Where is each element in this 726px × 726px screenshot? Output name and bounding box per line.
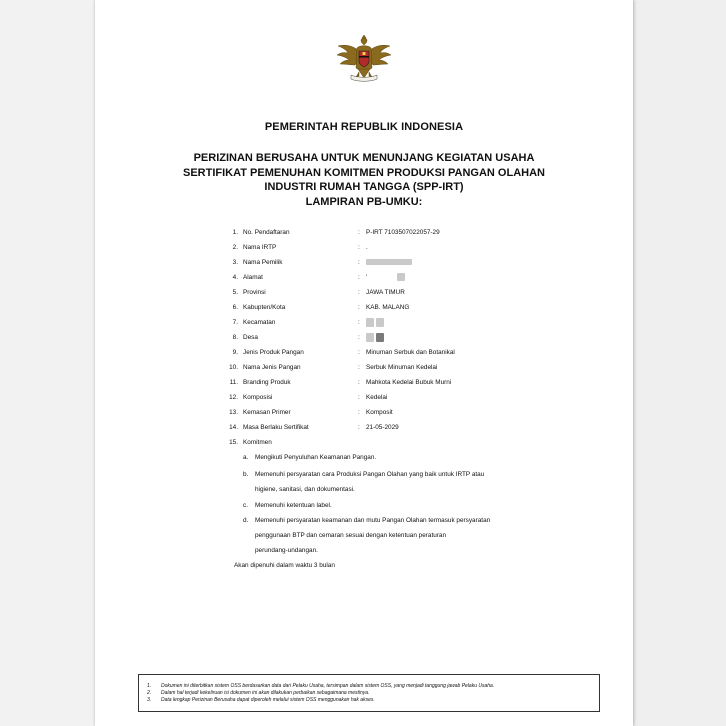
redaction-block [376,333,384,342]
government-heading: PEMERINTAH REPUBLIK INDONESIA [264,121,464,133]
field-number: 13. [229,409,238,416]
field-number: 5. [232,289,238,296]
document-page [95,0,633,726]
field-label: Desa [243,334,258,341]
field-colon: : [358,274,360,281]
title-line-1: PERIZINAN BERUSAHA UNTUK MENUNJANG KEGIATAN USAHA [193,152,535,164]
field-number: 2. [232,244,238,251]
komitmen-text: Memenuhi ketentuan label. [255,502,332,509]
footer-note-number: 1. [147,683,152,689]
komitmen-letter: d. [243,517,249,524]
komitmen-text: Memenuhi persyaratan cara Produksi Pangan Olahan yang baik untuk IRTP atau [255,471,485,478]
footer-note-text: Dalam hal terjadi kekeliruan isi dokumen ini akan dilakukan perbaikan sebagaimana mestinya. [161,690,370,696]
footer-note-3 [147,697,375,704]
field-row-komposisi [226,391,606,405]
footer-note-2 [147,690,369,697]
komitmen-letter: b. [243,471,249,478]
field-row-kecamatan [226,316,606,330]
field-number: 6. [232,304,238,311]
field-value: Mahkota Kedelai Bubuk Murni [366,379,452,386]
field-value: Serbuk Minuman Kedelai [366,364,438,371]
redaction-block [397,273,405,281]
field-label: Nama Jenis Pangan [243,364,301,371]
field-row-nama-irtp [226,241,606,255]
redaction-block [366,259,412,265]
field-number: 14. [229,424,238,431]
field-row-nama-jenis-pangan [226,361,606,375]
footer-note-text: Data lengkap Perizinan Berusaha dapat diperoleh melalui sistem OSS menggunakan hak akses. [161,697,375,703]
field-colon: : [358,259,360,266]
field-number: 11. [229,379,238,386]
footer-notes-box [138,674,600,712]
field-value: Komposit [366,409,393,416]
footer-note-number: 2. [147,690,152,696]
field-number: 15. [229,439,238,446]
field-row-jenis-produk [226,346,606,360]
field-colon: : [358,289,360,296]
field-value-text: ' [366,274,368,281]
field-value: KAB. MALANG [366,304,410,311]
field-value-redacted [366,256,412,270]
field-value: P-IRT 7103507022057-29 [366,229,440,236]
redaction-block [376,318,384,327]
background-surface [0,0,95,726]
komitmen-text: Mengikuti Penyuluhan Keamanan Pangan. [255,454,377,461]
komitmen-letter: c. [243,502,248,509]
field-number: 1. [232,229,238,236]
field-label: Masa Berlaku Sertifikat [243,424,309,431]
title-line-3: INDUSTRI RUMAH TANGGA (SPP-IRT) [264,181,464,193]
field-number: 9. [232,349,238,356]
field-colon: : [358,409,360,416]
komitmen-letter: a. [243,454,249,461]
field-number: 3. [232,259,238,266]
field-label: Komposisi [243,394,273,401]
field-row-no-pendaftaran [226,226,606,240]
field-label: Provinsi [243,289,266,296]
field-label: Jenis Produk Pangan [243,349,304,356]
field-label: Komitmen [243,439,272,446]
field-row-nama-pemilik [226,256,606,270]
field-number: 4. [232,274,238,281]
field-colon: : [358,334,360,341]
footer-note-number: 3. [147,697,152,703]
fulfillment-note: Akan dipenuhi dalam waktu 3 bulan [234,562,335,569]
garuda-emblem-icon [335,34,393,84]
field-colon: : [358,379,360,386]
field-label: Nama Pemilik [243,259,283,266]
field-label: Kecamatan [243,319,276,326]
field-colon: : [358,229,360,236]
komitmen-text: Memenuhi persyaratan keamanan dan mutu Pangan Olahan termasuk persyaratan [255,517,491,524]
komitmen-text: perundang-undangan. [255,547,318,554]
field-row-komitmen [226,436,606,450]
field-value: JAWA TIMUR [366,289,405,296]
field-colon: : [358,394,360,401]
komitmen-text: higiene, sanitasi, dan dokumentasi. [255,486,355,493]
field-value: Minuman Serbuk dan Botanikal [366,349,455,356]
field-value: Kedelai [366,394,388,401]
field-row-alamat [226,271,606,285]
komitmen-text: penggunaan BTP dan cemaran sesuai dengan ketentuan peraturan [255,532,447,539]
redaction-block [366,333,374,342]
field-colon: : [358,319,360,326]
field-number: 12. [229,394,238,401]
field-colon: : [358,349,360,356]
field-row-provinsi [226,286,606,300]
field-row-kabupaten [226,301,606,315]
field-label: No. Pendaftaran [243,229,290,236]
title-line-2: SERTIFIKAT PEMENUHAN KOMITMEN PRODUKSI PANGAN OLAHAN [183,166,545,179]
field-colon: : [358,364,360,371]
field-number: 7. [232,319,238,326]
field-value: 21-05-2029 [366,424,399,431]
field-value-redacted [366,331,384,345]
document-title [125,151,603,209]
field-value: . [366,244,368,251]
field-number: 8. [232,334,238,341]
title-line-4: LAMPIRAN PB-UMKU: [305,195,423,208]
field-row-desa [226,331,606,345]
footer-note-1 [147,683,494,690]
field-value-redacted [366,316,384,330]
field-label: Nama IRTP [243,244,277,251]
field-row-kemasan [226,406,606,420]
field-colon: : [358,304,360,311]
field-label: Branding Produk [243,379,291,386]
field-label: Kabupten/Kota [243,304,286,311]
field-row-masa-berlaku [226,421,606,435]
redaction-block [366,318,374,327]
field-colon: : [358,244,360,251]
field-colon: : [358,424,360,431]
field-label: Alamat [243,274,263,281]
footer-note-text: Dokumen ini diterbitkan sistem OSS berdasarkan data dari Pelaku Usaha, tersimpan dalam sistem OSS, yang menjadi tanggung jawab Pelaku Usaha. [161,683,495,689]
field-number: 10. [229,364,238,371]
field-label: Kemasan Primer [243,409,291,416]
field-value [366,271,405,285]
field-row-branding [226,376,606,390]
